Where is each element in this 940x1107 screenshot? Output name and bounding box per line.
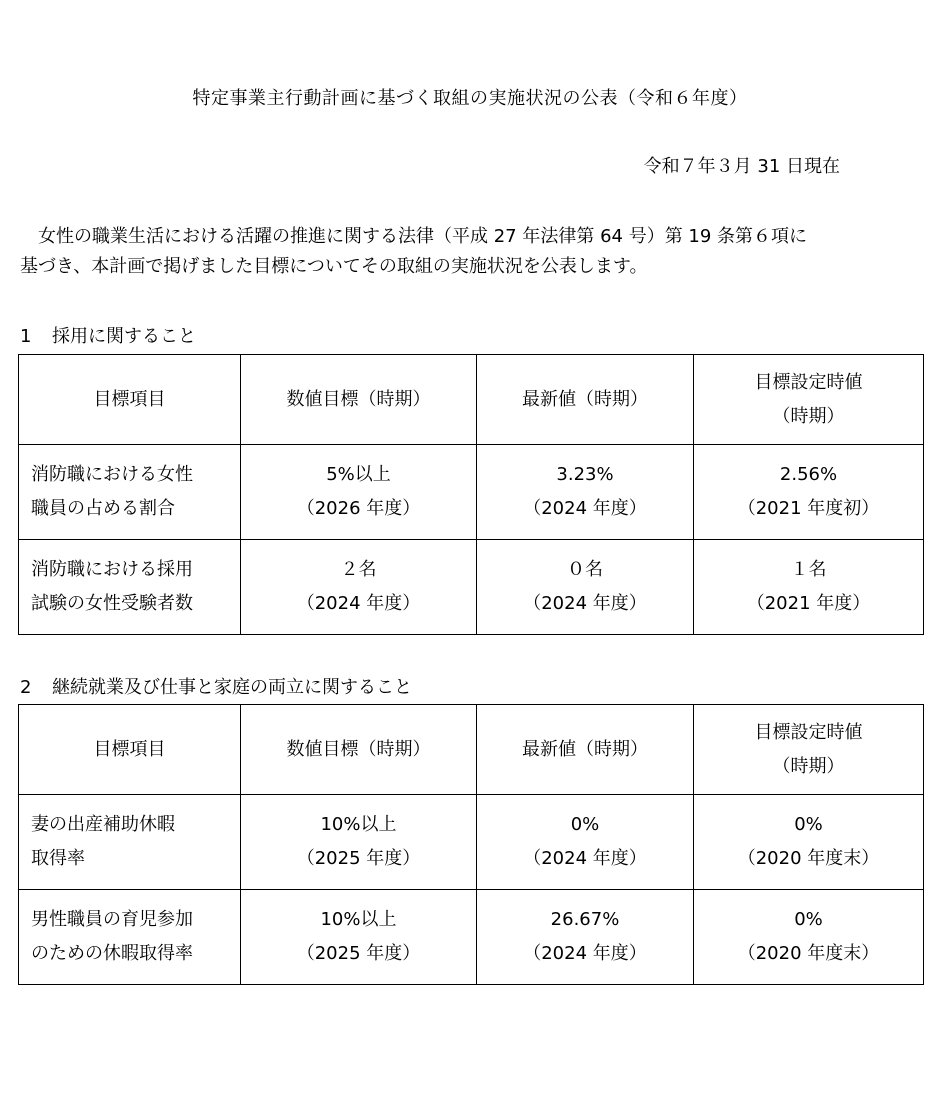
goal-item-line: 職員の占める割合 [31, 498, 175, 519]
header-baseline [694, 705, 924, 795]
section-title: 採用に関すること [52, 326, 196, 347]
latest-period: （2024 年度） [523, 943, 647, 964]
header-item: 目標項目 [19, 355, 241, 445]
section-number: 1 [20, 326, 32, 347]
goal-item-line: 試験の女性受験者数 [31, 593, 193, 614]
header-latest: 最新値（時期） [477, 355, 694, 445]
latest-value: 3.23% [556, 464, 614, 485]
recruitment-goals-table [18, 354, 924, 635]
header-baseline [694, 355, 924, 445]
target-value: ２名 [340, 559, 377, 580]
goal-item-cell [19, 795, 241, 890]
goal-item-cell [19, 445, 241, 540]
baseline-value: １名 [790, 559, 827, 580]
baseline-cell [694, 795, 924, 890]
intro-line-2: 基づき、本計画で掲げました目標についてその取組の実施状況を公表します。 [20, 256, 648, 277]
goal-item-line: のための休暇取得率 [31, 943, 193, 964]
header-latest: 最新値（時期） [477, 705, 694, 795]
baseline-cell [694, 445, 924, 540]
latest-cell [477, 795, 694, 890]
goal-item-line: 取得率 [31, 848, 85, 869]
baseline-cell [694, 890, 924, 985]
goal-item-line: 男性職員の育児参加 [31, 909, 193, 930]
baseline-period: （2020 年度末） [737, 943, 880, 964]
baseline-cell [694, 540, 924, 635]
target-value: 5%以上 [326, 464, 391, 485]
header-item: 目標項目 [19, 705, 241, 795]
table-row [19, 540, 924, 635]
target-value: 10%以上 [320, 814, 397, 835]
target-cell [241, 540, 477, 635]
table-row [19, 795, 924, 890]
header-baseline-line-2: （時期） [772, 405, 845, 427]
header-baseline-line-2: （時期） [772, 755, 845, 777]
baseline-period: （2021 年度） [746, 593, 871, 614]
latest-period: （2024 年度） [523, 593, 647, 614]
goal-item-line: 消防職における女性 [31, 464, 193, 485]
baseline-period: （2021 年度初） [737, 498, 880, 519]
header-baseline-line-1: 目標設定時値 [754, 371, 863, 393]
target-cell [241, 795, 477, 890]
section-1-heading [20, 324, 196, 350]
latest-value: 0% [570, 814, 600, 835]
baseline-value: 0% [794, 909, 823, 930]
table-row [19, 890, 924, 985]
target-period: （2024 年度） [296, 593, 421, 614]
table-header-row [19, 355, 924, 445]
section-title: 継続就業及び仕事と家庭の両立に関すること [52, 677, 412, 698]
latest-value: 26.67% [550, 909, 620, 930]
intro-paragraph [20, 222, 920, 282]
latest-period: （2024 年度） [523, 498, 647, 519]
goal-item-line: 消防職における採用 [31, 559, 193, 580]
goal-item-cell [19, 540, 241, 635]
target-period: （2026 年度） [296, 498, 421, 519]
header-baseline-line-1: 目標設定時値 [754, 721, 863, 743]
latest-cell [477, 540, 694, 635]
latest-period: （2024 年度） [523, 848, 647, 869]
page-title: 特定事業主行動計画に基づく取組の実施状況の公表（令和６年度） [192, 88, 748, 109]
header-target: 数値目標（時期） [241, 355, 477, 445]
work-life-goals-table [18, 704, 924, 985]
section-2-heading [20, 675, 412, 701]
table-header-row [19, 705, 924, 795]
goal-item-cell [19, 890, 241, 985]
table-row [19, 445, 924, 540]
section-number: 2 [20, 677, 32, 698]
target-cell [241, 890, 477, 985]
goal-item-line: 妻の出産補助休暇 [31, 814, 175, 835]
baseline-period: （2020 年度末） [737, 848, 880, 869]
latest-cell [477, 890, 694, 985]
target-cell [241, 445, 477, 540]
target-period: （2025 年度） [296, 943, 421, 964]
latest-cell [477, 445, 694, 540]
baseline-value: 0% [794, 814, 823, 835]
latest-value: ０名 [567, 559, 603, 580]
target-period: （2025 年度） [296, 848, 421, 869]
intro-line-1: 女性の職業生活における活躍の推進に関する法律（平成 27 年法律第 64 号）第 19 条第６項に [38, 226, 808, 247]
header-target: 数値目標（時期） [241, 705, 477, 795]
baseline-value: 2.56% [779, 464, 838, 485]
target-value: 10%以上 [320, 909, 397, 930]
report-date: 令和７年３月 31 日現在 [643, 156, 840, 177]
